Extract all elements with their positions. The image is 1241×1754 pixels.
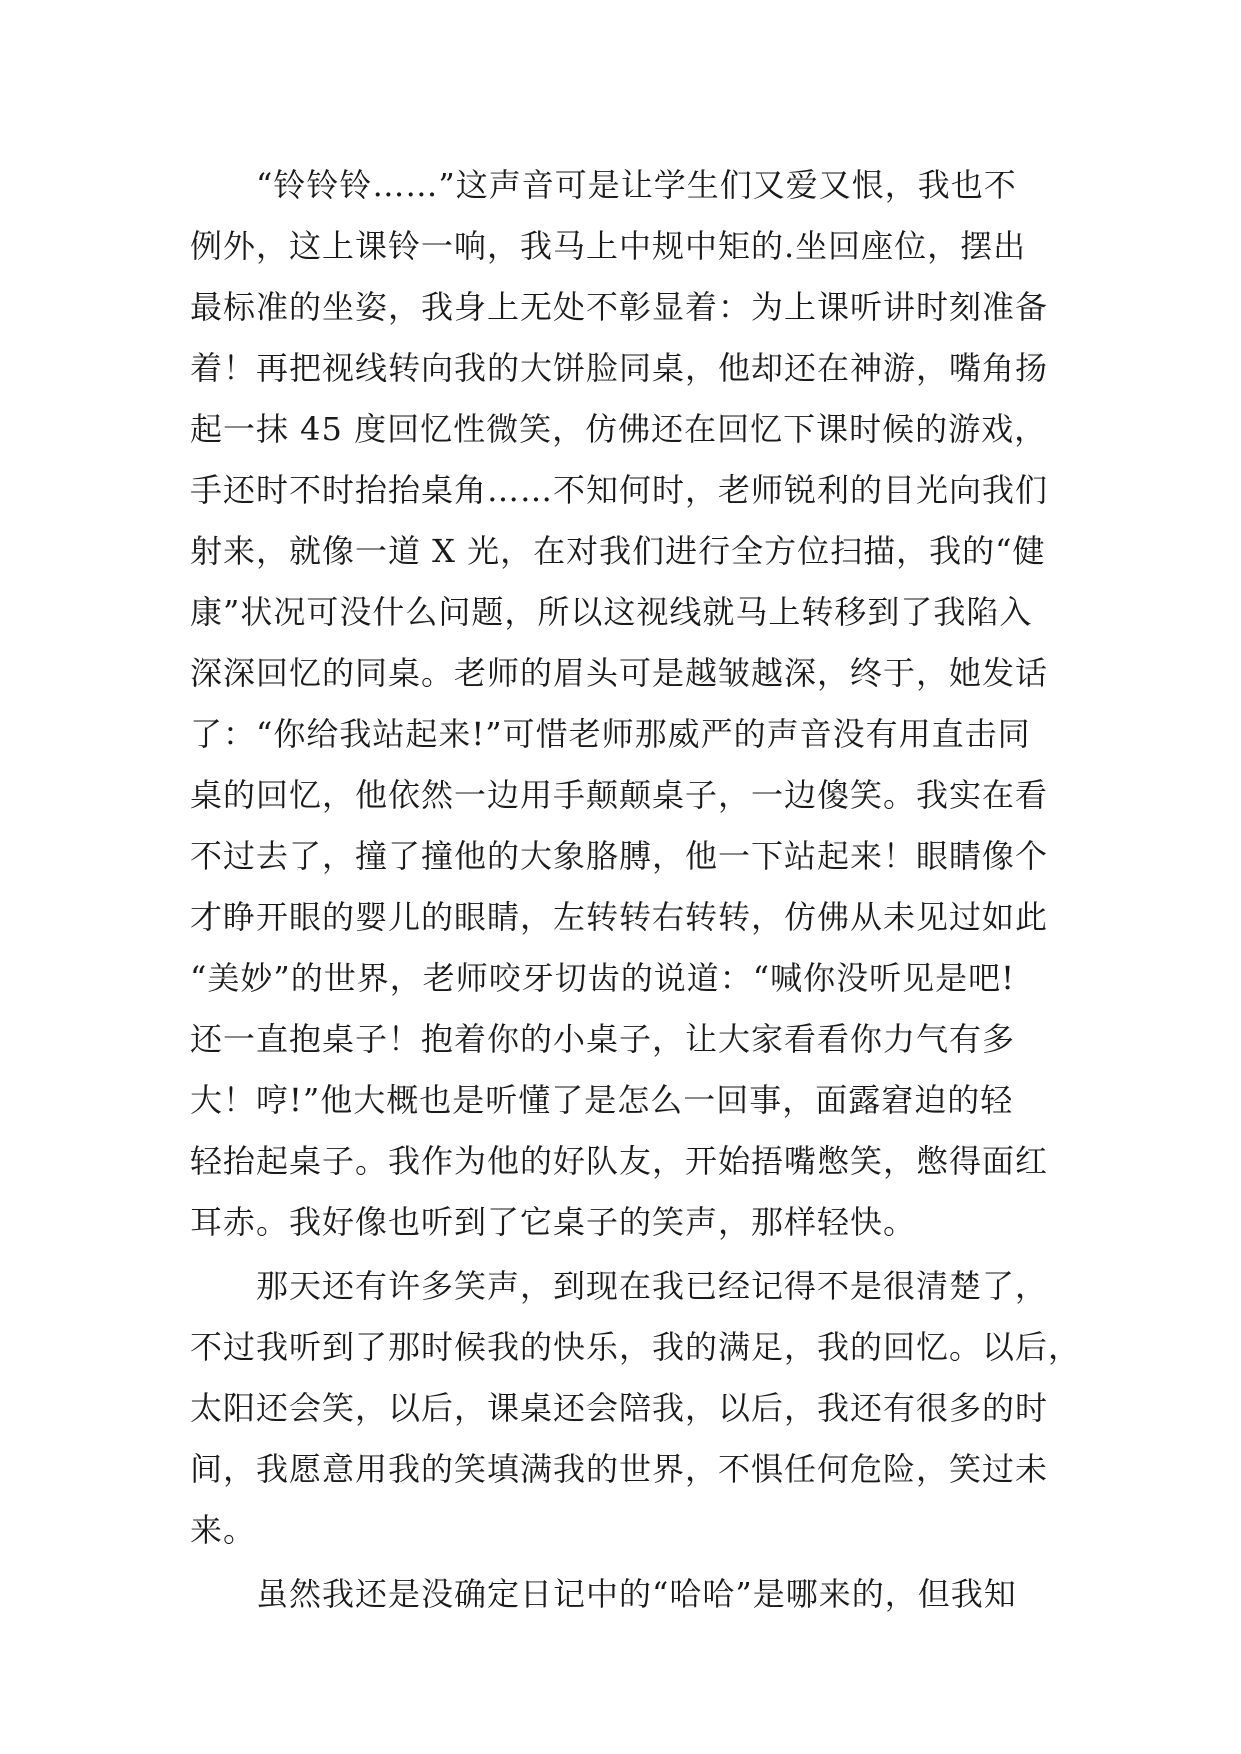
paragraph-line: 着！再把视线转向我的大饼脸同桌，他却还在神游，嘴角扬: [190, 349, 1049, 387]
paragraph-line: 太阳还会笑，以后，课桌还会陪我，以后，我还有很多的时: [190, 1389, 1049, 1427]
paragraph-line: 深深回忆的同桌。老师的眉头可是越皱越深，终于，她发话: [190, 654, 1049, 692]
paragraph-line: “美妙”的世界，老师咬牙切齿的说道：“喊你没听见是吧!: [190, 959, 1015, 997]
paragraph-line: 最标准的坐姿，我身上无处不彰显着：为上课听讲时刻准备: [190, 288, 1049, 326]
paragraph-line: 桌的回忆，他依然一边用手颠颠桌子，一边傻笑。我实在看: [190, 776, 1049, 814]
paragraph-line: 耳赤。我好像也听到了它桌子的笑声，那样轻快。: [190, 1203, 917, 1241]
paragraph-line: 康”状况可没什么问题，所以这视线就马上转移到了我陷入: [190, 593, 1033, 631]
paragraph-line: 例外，这上课铃一响，我马上中规中矩的.坐回座位，摆出: [190, 227, 1027, 265]
paragraph-2: [190, 1256, 1090, 1561]
paragraph-line: 不过我听到了那时候我的快乐，我的满足，我的回忆。以后，: [190, 1328, 1082, 1366]
paragraph-line: 手还时不时抬抬桌角……不知何时，老师锐利的目光向我们: [190, 471, 1049, 509]
paragraph-line: 来。: [190, 1511, 257, 1549]
paragraph-line: 还一直抱桌子！抱着你的小桌子，让大家看看你力气有多: [190, 1020, 1016, 1058]
paragraph-1: [190, 155, 1090, 1253]
paragraph-line: 射来，就像一道 X 光，在对我们进行全方位扫描，我的“健: [190, 532, 1046, 570]
paragraph-line: 才睁开眼的婴儿的眼睛，左转转右转转，仿佛从未见过如此: [190, 898, 1049, 936]
paragraph-line: 轻抬起桌子。我作为他的好队友，开始捂嘴憋笑，憋得面红: [190, 1142, 1049, 1180]
paragraph-line: 不过去了，撞了撞他的大象胳膊，他一下站起来！眼睛像个: [190, 837, 1049, 875]
paragraph-line: 大！哼!”他大概也是听懂了是怎么一回事，面露窘迫的轻: [190, 1081, 1014, 1119]
paragraph-3: [190, 1564, 1090, 1625]
paragraph-line: 虽然我还是没确定日记中的“哈哈”是哪来的，但我知: [256, 1575, 1017, 1613]
paragraph-line: 了：“你给我站起来!”可惜老师那威严的声音没有用直击同: [190, 715, 1031, 753]
paragraph-line: “铃铃铃……”这声音可是让学生们又爱又恨，我也不: [256, 166, 1017, 204]
paragraph-line: 起一抹 45 度回忆性微笑，仿佛还在回忆下课时候的游戏，: [190, 410, 1048, 448]
paragraph-line: 那天还有许多笑声，到现在我已经记得不是很清楚了，: [256, 1267, 1049, 1305]
paragraph-line: 间，我愿意用我的笑填满我的世界，不惧任何危险，笑过未: [190, 1450, 1049, 1488]
document-body: [190, 155, 1090, 1625]
